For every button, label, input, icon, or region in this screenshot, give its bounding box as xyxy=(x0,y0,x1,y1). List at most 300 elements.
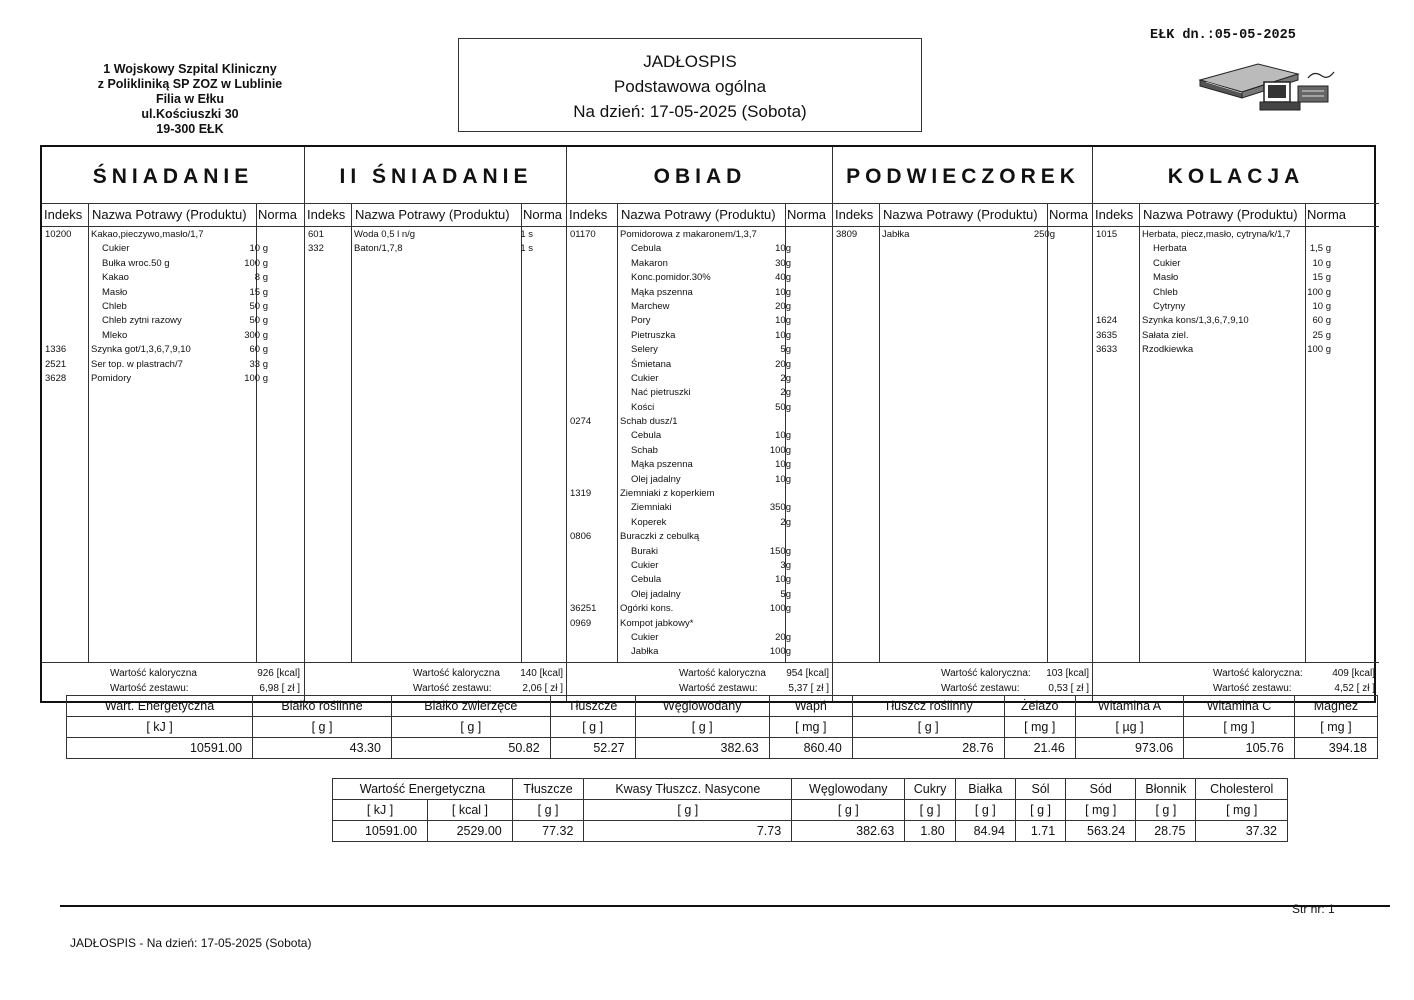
nutrient-unit: [ g ] xyxy=(635,717,769,738)
nutrient-unit: [ g ] xyxy=(391,717,550,738)
row-index: 0969 xyxy=(570,617,592,629)
row-norm: 5g xyxy=(780,588,791,600)
nutrient-unit: [ g ] xyxy=(550,717,635,738)
nutrient-value: 10591.00 xyxy=(67,738,253,759)
row-name: Cytryny xyxy=(1153,300,1186,312)
index-header: Indeks xyxy=(1095,207,1134,222)
meal-column xyxy=(304,147,567,701)
nutrient-value: 84.94 xyxy=(955,821,1015,842)
menu-row xyxy=(567,359,833,373)
menu-row xyxy=(1093,272,1379,286)
energy-label: Wartość kaloryczna: xyxy=(1213,668,1303,679)
row-name: Olej jadalny xyxy=(631,588,681,600)
row-index: 1624 xyxy=(1096,315,1118,327)
menu-row xyxy=(833,229,1093,243)
menu-row xyxy=(42,373,304,387)
row-name: Cebula xyxy=(631,243,662,255)
nutrient-value: 382.63 xyxy=(635,738,769,759)
row-index: 1015 xyxy=(1096,229,1118,240)
name-header: Nazwa Potrawy (Produktu) xyxy=(883,207,1038,222)
row-norm: 10g xyxy=(775,459,791,471)
cost-label: Wartość zestawu: xyxy=(1213,683,1292,694)
row-norm: 20g xyxy=(775,300,791,312)
menu-row xyxy=(305,229,567,243)
menu-row xyxy=(567,546,833,560)
nutrient-unit: [ g ] xyxy=(512,800,584,821)
column-header xyxy=(1093,203,1379,227)
nutrient-header: Błonnik xyxy=(1136,779,1196,800)
nutrient-header: Tłuszcze xyxy=(512,779,584,800)
nutrient-unit: [ kcal ] xyxy=(428,800,513,821)
column-header xyxy=(42,203,304,227)
row-name: Chleb zytni razowy xyxy=(102,315,182,327)
menu-row xyxy=(42,344,304,358)
row-name: Rzodkiewka xyxy=(1142,344,1194,356)
nutrient-unit: [ g ] xyxy=(792,800,905,821)
meal-column xyxy=(1092,147,1379,701)
row-norm: 20g xyxy=(775,631,791,643)
row-name: Ziemniaki xyxy=(631,502,672,514)
nutrient-unit: [ g ] xyxy=(905,800,955,821)
nutrient-unit: [ g ] xyxy=(1136,800,1196,821)
menu-row xyxy=(567,560,833,574)
row-norm: 50 g xyxy=(249,315,268,327)
row-name: Konc.pomidor.30% xyxy=(631,272,711,284)
row-name: Mąka pszenna xyxy=(631,459,693,471)
menu-row xyxy=(1093,301,1379,315)
nutrient-header: Cukry xyxy=(905,779,955,800)
norm-header: Norma xyxy=(787,207,827,222)
row-name: Pomidory xyxy=(91,372,132,384)
nutrient-value: 973.06 xyxy=(1075,738,1183,759)
menu-row xyxy=(567,330,833,344)
meal-column xyxy=(832,147,1093,701)
menu-row xyxy=(567,574,833,588)
row-norm: 100 g xyxy=(244,372,268,384)
row-norm: 150g xyxy=(769,545,791,557)
row-name: Cebula xyxy=(631,430,662,442)
menu-row xyxy=(567,603,833,617)
row-name: Cukier xyxy=(1153,257,1181,269)
meal-title: OBIAD xyxy=(653,165,747,188)
nutrient-header: Białka xyxy=(955,779,1015,800)
nutrient-value: 7.73 xyxy=(584,821,792,842)
nutrient-value: 37.32 xyxy=(1196,821,1288,842)
norm-header: Norma xyxy=(258,207,298,222)
menu-row xyxy=(1093,287,1379,301)
menu-row xyxy=(1093,243,1379,257)
menu-row xyxy=(567,445,833,459)
row-name: Pory xyxy=(631,315,651,327)
menu-row xyxy=(42,301,304,315)
nutrient-header: Witamina A xyxy=(1075,696,1183,717)
row-index: 36251 xyxy=(570,603,597,615)
menu-row xyxy=(1093,344,1379,358)
row-index: 3809 xyxy=(836,229,858,240)
menu-row xyxy=(567,373,833,387)
row-name: Ziemniaki z koperkiem xyxy=(620,488,715,500)
nutrient-header: Sól xyxy=(1015,779,1065,800)
row-name: Marchew xyxy=(631,300,670,312)
row-name: Cukier xyxy=(631,372,659,384)
row-name: Masło xyxy=(102,286,128,298)
row-norm: 1,5 g xyxy=(1309,243,1331,255)
menu-row xyxy=(567,416,833,430)
energy-value: 103 [kcal] xyxy=(1046,668,1089,679)
row-index: 0806 xyxy=(570,531,592,543)
row-name: Sałata ziel. xyxy=(1142,329,1189,341)
row-name: Schab xyxy=(631,444,658,456)
name-header: Nazwa Potrawy (Produktu) xyxy=(1143,207,1298,222)
nutrient-unit: [ g ] xyxy=(852,717,1004,738)
cost-value: 2,06 [ zł ] xyxy=(522,683,563,694)
row-name: Woda 0,5 l n/g xyxy=(354,229,416,240)
menu-row xyxy=(1093,258,1379,272)
menu-row xyxy=(567,402,833,416)
energy-label: Wartość kaloryczna xyxy=(679,668,766,679)
row-name: Kakao xyxy=(102,272,129,284)
menu-row xyxy=(567,646,833,660)
nutrition-summary-table xyxy=(66,695,1378,759)
nutrient-unit: [ g ] xyxy=(253,717,392,738)
row-name: Śmietana xyxy=(631,358,672,370)
row-name: Buraki xyxy=(631,545,658,557)
nutrient-header: Białko zwierzęce xyxy=(391,696,550,717)
nutrient-header: Węglowodany xyxy=(635,696,769,717)
hospital-address xyxy=(60,62,320,137)
row-norm: 2g xyxy=(780,516,791,528)
row-norm: 25 g xyxy=(1312,329,1331,341)
menu-row xyxy=(567,430,833,444)
row-name: Cebula xyxy=(631,574,662,586)
nutrition-label-table xyxy=(332,778,1288,842)
row-norm: 15 g xyxy=(249,286,268,298)
nutrient-unit: [ g ] xyxy=(1015,800,1065,821)
row-norm: 50 g xyxy=(249,300,268,312)
row-name: Makaron xyxy=(631,257,668,269)
nutrient-header: Białko roślinne xyxy=(253,696,392,717)
row-norm: 100 g xyxy=(244,257,268,269)
index-header: Indeks xyxy=(307,207,346,222)
row-index: 3633 xyxy=(1096,344,1118,356)
row-name: Cukier xyxy=(631,631,659,643)
row-name: Koperek xyxy=(631,516,667,528)
row-norm: 350g xyxy=(769,502,791,514)
row-norm: 10g xyxy=(775,286,791,298)
menu-row xyxy=(567,502,833,516)
cost-value: 0,53 [ zł ] xyxy=(1048,683,1089,694)
document-date: EŁK dn.:05-05-2025 xyxy=(1150,28,1296,43)
energy-value: 409 [kcal] xyxy=(1332,668,1375,679)
menu-row xyxy=(42,359,304,373)
row-norm: 250g xyxy=(1033,229,1055,240)
menu-row xyxy=(567,301,833,315)
menu-row xyxy=(42,315,304,329)
nutrient-value: 1.80 xyxy=(905,821,955,842)
norm-header: Norma xyxy=(1307,207,1347,222)
nutrient-value: 105.76 xyxy=(1184,738,1295,759)
row-name: Herbata xyxy=(1153,243,1187,255)
nutrient-value: 2529.00 xyxy=(428,821,513,842)
row-name: Herbata, piecz,masło, cytryna/k/1,7 xyxy=(1142,229,1291,240)
cost-label: Wartość zestawu: xyxy=(413,683,492,694)
nutrient-header: Żelazo xyxy=(1004,696,1075,717)
menu-row xyxy=(567,488,833,502)
row-norm: 15 g xyxy=(1312,272,1331,284)
row-name: Baton/1,7,8 xyxy=(354,243,403,255)
energy-label: Wartość kaloryczna xyxy=(110,668,197,679)
nutrient-value: 43.30 xyxy=(253,738,392,759)
row-name: Cukier xyxy=(631,559,659,571)
row-index: 2521 xyxy=(45,358,67,370)
row-norm: 100 g xyxy=(1307,344,1331,356)
menu-row xyxy=(567,287,833,301)
row-name: Mleko xyxy=(102,329,128,341)
row-name: Mąka pszenna xyxy=(631,286,693,298)
menu-row xyxy=(42,330,304,344)
menu-row xyxy=(567,459,833,473)
row-index: 3635 xyxy=(1096,329,1118,341)
row-name: Szynka got/1,3,6,7,9,10 xyxy=(91,344,191,356)
menu-row xyxy=(1093,315,1379,329)
nutrient-value: 21.46 xyxy=(1004,738,1075,759)
energy-label: Wartość kaloryczna xyxy=(413,668,500,679)
row-norm: 300 g xyxy=(244,329,268,341)
nutrient-value: 860.40 xyxy=(769,738,852,759)
menu-row xyxy=(567,258,833,272)
column-divider xyxy=(521,203,522,663)
row-norm: 2g xyxy=(780,372,791,384)
row-norm: 100g xyxy=(769,444,791,456)
row-index: 10200 xyxy=(45,229,72,240)
meal-title: ŚNIADANIE xyxy=(92,165,254,188)
energy-value: 926 [kcal] xyxy=(257,668,300,679)
book-computer-logo-icon xyxy=(1198,58,1338,112)
row-name: Pietruszka xyxy=(631,329,676,341)
menu-row xyxy=(567,632,833,646)
diet-name: Podstawowa ogólna xyxy=(613,77,767,96)
nutrient-unit: [ mg ] xyxy=(1004,717,1075,738)
row-norm: 33 g xyxy=(249,358,268,370)
page-number: Str nr: 1 xyxy=(1292,902,1335,916)
nutrient-header: Węglowodany xyxy=(792,779,905,800)
row-name: Schab dusz/1 xyxy=(620,416,678,428)
row-name: Cukier xyxy=(102,243,130,255)
menu-row xyxy=(42,287,304,301)
menu-row xyxy=(567,618,833,632)
menu-row xyxy=(567,531,833,545)
title-box xyxy=(458,38,922,132)
column-divider xyxy=(879,203,880,663)
row-norm: 8 g xyxy=(254,272,268,284)
row-index: 1319 xyxy=(570,488,592,500)
menu-row xyxy=(567,474,833,488)
nutrient-value: 382.63 xyxy=(792,821,905,842)
row-name: Masło xyxy=(1153,272,1179,284)
nutrient-unit: [ g ] xyxy=(955,800,1015,821)
row-index: 3628 xyxy=(45,372,67,384)
row-norm: 10g xyxy=(775,315,791,327)
index-header: Indeks xyxy=(44,207,83,222)
menu-row xyxy=(567,589,833,603)
nutrient-header: Kwasy Tłuszcz. Nasycone xyxy=(584,779,792,800)
meal-title: PODWIECZOREK xyxy=(846,165,1080,188)
menu-row xyxy=(567,229,833,243)
nutrient-unit: [ µg ] xyxy=(1075,717,1183,738)
row-name: Chleb xyxy=(102,300,127,312)
menu-row xyxy=(567,517,833,531)
nutrient-value: 77.32 xyxy=(512,821,584,842)
row-name: Pomidorowa z makaronem/1,3,7 xyxy=(620,229,757,240)
nutrient-value: 10591.00 xyxy=(333,821,428,842)
row-name: Ogórki kons. xyxy=(620,603,674,615)
row-norm: 20g xyxy=(775,358,791,370)
nutrient-unit: [ g ] xyxy=(584,800,792,821)
row-norm: 10 g xyxy=(1312,257,1331,269)
row-name: Bułka wroc.50 g xyxy=(102,257,170,269)
row-norm: 60 g xyxy=(249,344,268,356)
row-norm: 1 s xyxy=(520,243,533,255)
row-index: 332 xyxy=(308,243,324,255)
row-name: Kompot jabkowy* xyxy=(620,617,694,629)
hospital-line: Filia w Ełku xyxy=(155,92,225,106)
menu-row xyxy=(1093,229,1379,243)
index-header: Indeks xyxy=(569,207,608,222)
nutrient-value: 52.27 xyxy=(550,738,635,759)
nutrient-header: Sód xyxy=(1066,779,1136,800)
row-norm: 3g xyxy=(780,559,791,571)
nutrient-value: 563.24 xyxy=(1066,821,1136,842)
row-index: 01170 xyxy=(570,229,596,240)
menu-row xyxy=(42,243,304,257)
norm-header: Norma xyxy=(1049,207,1089,222)
menu-row xyxy=(42,229,304,243)
name-header: Nazwa Potrawy (Produktu) xyxy=(621,207,776,222)
energy-label: Wartość kaloryczna: xyxy=(941,668,1031,679)
row-norm: 100g xyxy=(769,603,791,615)
row-norm: 10g xyxy=(775,329,791,341)
nutrient-value: 28.75 xyxy=(1136,821,1196,842)
row-name: Selery xyxy=(631,344,658,356)
row-name: Kości xyxy=(631,401,655,413)
menu-row xyxy=(567,272,833,286)
footer-title: JADŁOSPIS - Na dzień: 17-05-2025 (Sobota) xyxy=(70,936,312,950)
cost-value: 6,98 [ zł ] xyxy=(259,683,300,694)
menu-row xyxy=(567,344,833,358)
row-norm: 10 g xyxy=(1312,300,1331,312)
row-norm: 2g xyxy=(780,387,791,399)
nutrient-value: 28.76 xyxy=(852,738,1004,759)
column-divider xyxy=(351,203,352,663)
row-norm: 30g xyxy=(775,257,791,269)
menu-row xyxy=(305,243,567,257)
row-norm: 10g xyxy=(775,473,791,485)
hospital-line: z Polikliniką SP ZOZ w Lublinie xyxy=(97,77,283,91)
row-name: Nać pietruszki xyxy=(631,387,691,399)
nutrient-value: 50.82 xyxy=(391,738,550,759)
nutrient-header: Tłuszcz roślinny xyxy=(852,696,1004,717)
meal-grid xyxy=(40,145,1376,703)
menu-row xyxy=(42,258,304,272)
column-header xyxy=(833,203,1093,227)
energy-value: 140 [kcal] xyxy=(520,668,563,679)
row-norm: 1 s xyxy=(520,229,533,240)
menu-row xyxy=(567,243,833,257)
row-name: Jabłka xyxy=(882,229,910,240)
nutrient-unit: [ mg ] xyxy=(769,717,852,738)
row-index: 1336 xyxy=(45,344,67,356)
nutrient-header: Cholesterol xyxy=(1196,779,1288,800)
hospital-line: ul.Kościuszki 30 xyxy=(141,107,239,121)
nutrient-unit: [ kJ ] xyxy=(67,717,253,738)
cost-label: Wartość zestawu: xyxy=(941,683,1020,694)
row-norm: 60 g xyxy=(1312,315,1331,327)
row-norm: 100 g xyxy=(1307,286,1331,298)
meal-title: KOLACJA xyxy=(1167,165,1305,188)
row-norm: 5g xyxy=(780,344,791,356)
hospital-line: 1 Wojskowy Szpital Kliniczny xyxy=(103,62,277,76)
nutrient-unit: [ mg ] xyxy=(1294,717,1377,738)
cost-label: Wartość zestawu: xyxy=(110,683,189,694)
row-name: Jabłka xyxy=(631,646,659,658)
row-norm: 10g xyxy=(775,574,791,586)
nutrient-value: 1.71 xyxy=(1015,821,1065,842)
row-norm: 100g xyxy=(769,646,791,658)
energy-value: 954 [kcal] xyxy=(786,668,829,679)
row-norm: 50g xyxy=(775,401,791,413)
column-header xyxy=(305,203,567,227)
nutrient-unit: [ mg ] xyxy=(1184,717,1295,738)
name-header: Nazwa Potrawy (Produktu) xyxy=(92,207,247,222)
hospital-line: 19-300 EŁK xyxy=(156,122,224,136)
row-name: Olej jadalny xyxy=(631,473,681,485)
meal-column xyxy=(566,147,833,701)
meal-title: II ŚNIADANIE xyxy=(339,165,533,188)
norm-header: Norma xyxy=(523,207,563,222)
nutrient-header: Magnez xyxy=(1294,696,1377,717)
menu-row xyxy=(42,272,304,286)
menu-row xyxy=(567,315,833,329)
row-norm: 10 g xyxy=(249,243,268,255)
menu-row xyxy=(1093,330,1379,344)
footer-divider xyxy=(60,905,1390,907)
row-name: Buraczki z cebulką xyxy=(620,531,700,543)
menu-date: Na dzień: 17-05-2025 (Sobota) xyxy=(573,102,807,121)
nutrient-unit: [ mg ] xyxy=(1066,800,1136,821)
nutrient-header: Wapń xyxy=(769,696,852,717)
row-index: 0274 xyxy=(570,416,592,428)
row-norm: 40g xyxy=(775,272,791,284)
column-header xyxy=(567,203,833,227)
row-name: Ser top. w plastrach/7 xyxy=(91,358,183,370)
row-name: Chleb xyxy=(1153,286,1178,298)
nutrient-unit: [ kJ ] xyxy=(333,800,428,821)
row-index: 601 xyxy=(308,229,324,240)
meal-column xyxy=(42,147,304,701)
cost-value: 5,37 [ zł ] xyxy=(788,683,829,694)
cost-value: 4,52 [ zł ] xyxy=(1334,683,1375,694)
energy-header: Wartość Energetyczna xyxy=(333,779,513,800)
cost-label: Wartość zestawu: xyxy=(679,683,758,694)
menu-row xyxy=(567,387,833,401)
name-header: Nazwa Potrawy (Produktu) xyxy=(355,207,510,222)
column-divider xyxy=(1047,203,1048,663)
index-header: Indeks xyxy=(835,207,874,222)
nutrient-value: 394.18 xyxy=(1294,738,1377,759)
row-norm: 10g xyxy=(775,430,791,442)
row-name: Szynka kons/1,3,6,7,9,10 xyxy=(1142,315,1249,327)
row-norm: 10g xyxy=(775,243,791,255)
